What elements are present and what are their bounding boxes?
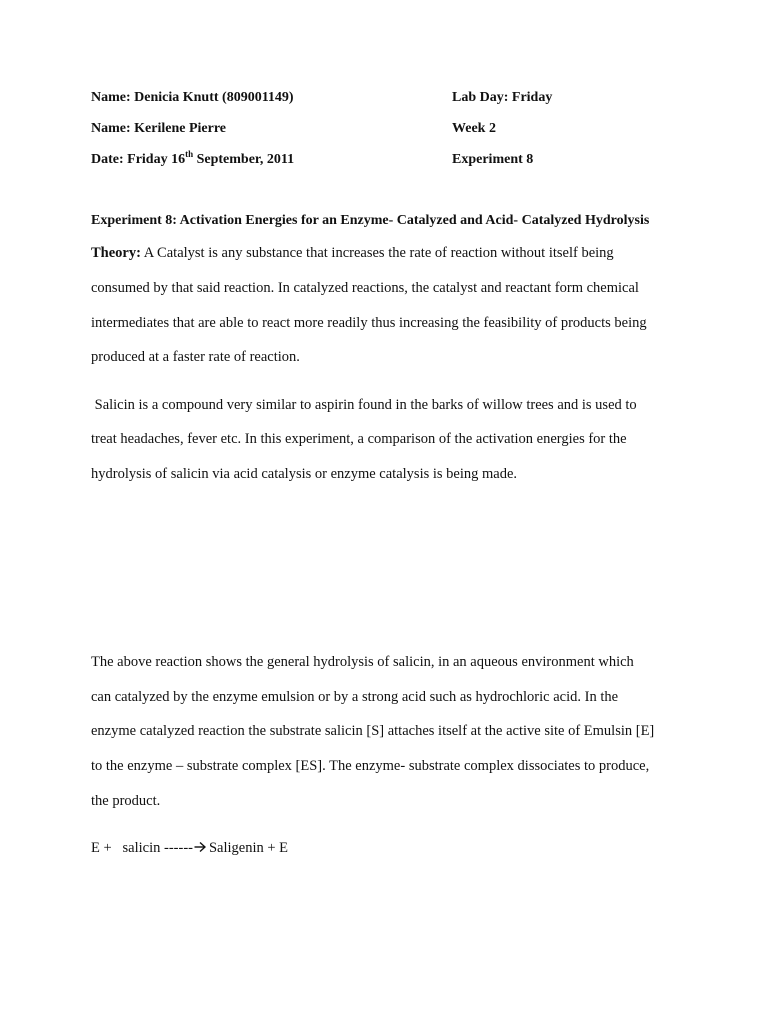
report-date — [91, 151, 294, 169]
week-number: Week 2 — [452, 121, 496, 136]
reaction-line-5: the product. — [91, 793, 161, 809]
equation-right: Saligenin + E — [208, 840, 289, 856]
right-arrow-icon — [194, 841, 206, 853]
experiment-title: Experiment 8: Activation Energies for an Enzyme- Catalyzed and Acid- Catalyzed Hydrolysis — [91, 213, 650, 228]
student-name-2: Name: Kerilene Pierre — [91, 121, 227, 136]
date-superscript: th — [185, 149, 194, 159]
theory-label: Theory: — [91, 245, 141, 261]
theory-line-3: intermediates that are able to react more readily thus increasing the feasibility of products being — [91, 315, 647, 331]
reaction-equation — [91, 839, 288, 857]
lab-day: Lab Day: Friday — [452, 90, 553, 105]
theory-line-2: consumed by that said reaction. In catalyzed reactions, the catalyst and reactant form chemical — [91, 280, 639, 296]
theory-text-1: A Catalyst is any substance that increases the rate of reaction without itself being — [140, 245, 614, 261]
date-suffix: September, 2011 — [193, 152, 295, 167]
reaction-line-4: to the enzyme – substrate complex [ES]. The enzyme- substrate complex dissociates to produce, — [91, 758, 650, 774]
salicin-line-3: hydrolysis of salicin via acid catalysis or enzyme catalysis is being made. — [91, 466, 518, 482]
date-prefix: Date: Friday 16 — [91, 152, 186, 167]
reaction-line-2: can catalyzed by the enzyme emulsion or by a strong acid such as hydrochloric acid. In the — [91, 689, 619, 705]
theory-line-4: produced at a faster rate of reaction. — [91, 349, 300, 365]
equation-left: E + salicin ------ — [91, 840, 193, 856]
student-name-1: Name: Denicia Knutt (809001149) — [91, 90, 294, 105]
theory-line-1 — [91, 244, 614, 262]
salicin-line-1: Salicin is a compound very similar to aspirin found in the barks of willow trees and is used to — [91, 397, 637, 413]
reaction-line-3: enzyme catalyzed reaction the substrate salicin [S] attaches itself at the active site of Emulsin [E] — [91, 723, 655, 739]
experiment-number: Experiment 8 — [452, 152, 534, 167]
salicin-line-2: treat headaches, fever etc. In this experiment, a comparison of the activation energies for the — [91, 431, 627, 447]
reaction-line-1: The above reaction shows the general hydrolysis of salicin, in an aqueous environment which — [91, 654, 634, 670]
